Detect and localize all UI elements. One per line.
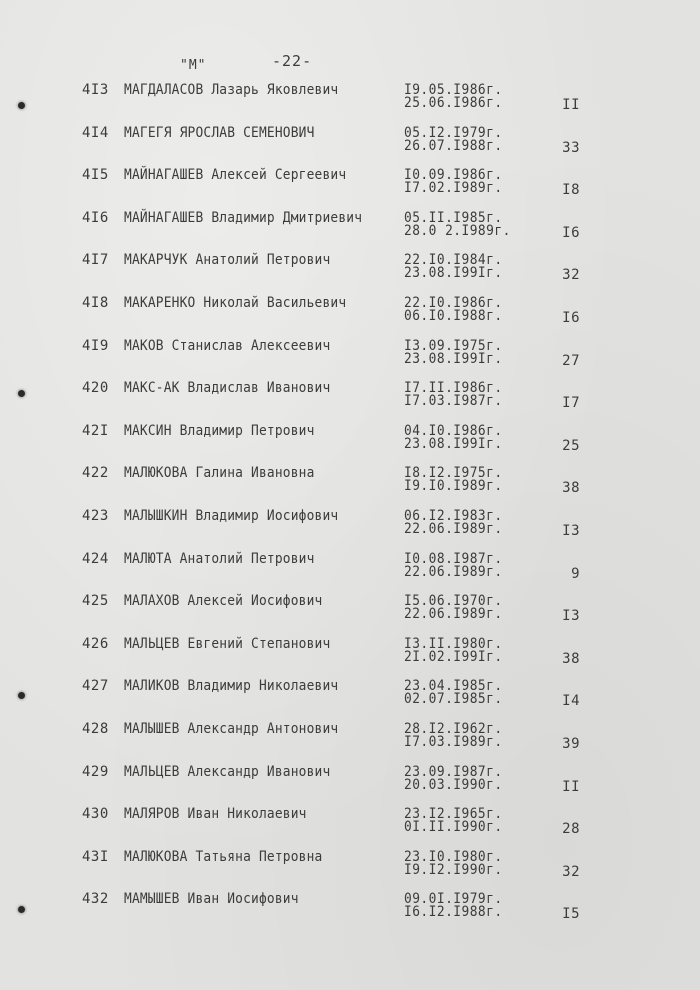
record-number: 427 bbox=[82, 678, 109, 695]
page-number: -22- bbox=[272, 52, 313, 70]
record-count: 32 bbox=[562, 267, 580, 284]
record-number: 4I7 bbox=[82, 252, 109, 269]
start-date: 22.I0.I986г. bbox=[404, 294, 503, 311]
record-row bbox=[0, 549, 700, 592]
record-number: 42I bbox=[82, 422, 109, 439]
record-row bbox=[0, 165, 700, 208]
record-number: 430 bbox=[82, 806, 109, 823]
person-name: МАЙНАГАШЕВ Алексей Сергеевич bbox=[124, 167, 347, 184]
record-row bbox=[0, 847, 700, 890]
record-number: 425 bbox=[82, 593, 109, 610]
start-date: I0.08.I987г. bbox=[404, 550, 503, 567]
record-count: 39 bbox=[562, 735, 580, 752]
record-count: 28 bbox=[562, 821, 580, 838]
record-number: 4I5 bbox=[82, 167, 109, 184]
end-date: 22.06.I989г. bbox=[404, 520, 503, 537]
start-date: 09.0I.I979г. bbox=[404, 891, 503, 908]
person-name: МАЛЬЦЕВ Александр Иванович bbox=[124, 763, 331, 780]
start-date: I3.09.I975г. bbox=[404, 337, 503, 354]
end-date: I9.I0.I989г. bbox=[404, 478, 503, 495]
record-row bbox=[0, 250, 700, 293]
person-name: МАКОВ Станислав Алексеевич bbox=[124, 337, 331, 354]
person-name: МАЛАХОВ Алексей Иосифович bbox=[124, 593, 323, 610]
person-name: МАЛЮКОВА Галина Ивановна bbox=[124, 465, 315, 482]
record-count: 9 bbox=[571, 565, 580, 582]
end-date: 02.07.I985г. bbox=[404, 691, 503, 708]
person-name: МАЛЫШКИН Владимир Иосифович bbox=[124, 507, 339, 524]
end-date: I6.I2.I988г. bbox=[404, 904, 503, 921]
start-date: 06.I2.I983г. bbox=[404, 507, 503, 524]
start-date: I7.II.I986г. bbox=[404, 380, 503, 397]
record-count: I5 bbox=[562, 906, 580, 923]
record-row bbox=[0, 804, 700, 847]
record-count: 25 bbox=[562, 437, 580, 454]
start-date: 28.I2.I962г. bbox=[404, 720, 503, 737]
section-letter: "М" bbox=[180, 58, 207, 73]
record-count: I8 bbox=[562, 182, 580, 199]
page-header bbox=[0, 52, 700, 76]
record-row bbox=[0, 378, 700, 421]
person-name: МАЛЫШЕВ Александр Антонович bbox=[124, 720, 339, 737]
start-date: 23.09.I987г. bbox=[404, 763, 503, 780]
record-count: 33 bbox=[562, 139, 580, 156]
record-row bbox=[0, 506, 700, 549]
record-number: 4I9 bbox=[82, 337, 109, 354]
record-number: 4I3 bbox=[82, 82, 109, 98]
start-date: 22.I0.I984г. bbox=[404, 252, 503, 269]
start-date: I0.09.I986г. bbox=[404, 167, 503, 184]
record-count: I4 bbox=[562, 693, 580, 710]
end-date: I7.03.I987г. bbox=[404, 393, 503, 410]
record-row bbox=[0, 676, 700, 719]
start-date: 05.I2.I979г. bbox=[404, 124, 503, 141]
start-date: 23.I0.I980г. bbox=[404, 848, 503, 865]
record-row bbox=[0, 293, 700, 336]
record-number: 420 bbox=[82, 380, 109, 397]
record-number: 43I bbox=[82, 848, 109, 865]
record-row bbox=[0, 634, 700, 677]
record-count: I3 bbox=[562, 522, 580, 539]
record-count: 27 bbox=[562, 352, 580, 369]
end-date: 20.03.I990г. bbox=[404, 776, 503, 793]
record-row bbox=[0, 591, 700, 634]
end-date: 26.07.I988г. bbox=[404, 137, 503, 154]
person-name: МАКСИН Владимир Петрович bbox=[124, 422, 315, 439]
person-name: МАМЫШЕВ Иван Иосифович bbox=[124, 891, 299, 908]
record-row bbox=[0, 80, 700, 123]
person-name: МАКАРЕНКО Николай Васильевич bbox=[124, 294, 347, 311]
start-date: I8.I2.I975г. bbox=[404, 465, 503, 482]
end-date: 06.I0.I988г. bbox=[404, 307, 503, 324]
start-date: I9.05.I986г. bbox=[404, 82, 503, 98]
record-count: I6 bbox=[562, 224, 580, 241]
record-row bbox=[0, 123, 700, 166]
end-date: 23.08.I99Iг. bbox=[404, 435, 503, 452]
record-number: 428 bbox=[82, 720, 109, 737]
record-count: I6 bbox=[562, 309, 580, 326]
record-number: 4I6 bbox=[82, 209, 109, 226]
record-number: 429 bbox=[82, 763, 109, 780]
person-name: МАЛЯРОВ Иван Николаевич bbox=[124, 806, 307, 823]
record-number: 424 bbox=[82, 550, 109, 567]
record-row bbox=[0, 336, 700, 379]
record-count: II bbox=[562, 778, 580, 795]
end-date: 28.0 2.I989г. bbox=[404, 222, 511, 239]
start-date: 23.I2.I965г. bbox=[404, 806, 503, 823]
person-name: МАЛИКОВ Владимир Николаевич bbox=[124, 678, 339, 695]
record-number: 432 bbox=[82, 891, 109, 908]
record-number: 426 bbox=[82, 635, 109, 652]
end-date: I9.I2.I990г. bbox=[404, 861, 503, 878]
start-date: I3.II.I980г. bbox=[404, 635, 503, 652]
record-row bbox=[0, 208, 700, 251]
record-number: 4I4 bbox=[82, 124, 109, 141]
end-date: I7.03.I989г. bbox=[404, 733, 503, 750]
record-number: 423 bbox=[82, 507, 109, 524]
person-name: МАГДАЛАСОВ Лазарь Яковлевич bbox=[124, 82, 339, 98]
person-name: МАКС-АК Владислав Иванович bbox=[124, 380, 331, 397]
record-count: I7 bbox=[562, 395, 580, 412]
end-date: 22.06.I989г. bbox=[404, 606, 503, 623]
record-number: 4I8 bbox=[82, 294, 109, 311]
record-count: 32 bbox=[562, 863, 580, 880]
person-name: МАЛЮТА Анатолий Петрович bbox=[124, 550, 315, 567]
end-date: 22.06.I989г. bbox=[404, 563, 503, 580]
person-name: МАЛЬЦЕВ Евгений Степанович bbox=[124, 635, 331, 652]
end-date: 2I.02.I99Iг. bbox=[404, 648, 503, 665]
record-count: I3 bbox=[562, 608, 580, 625]
person-name: МАЛЮКОВА Татьяна Петровна bbox=[124, 848, 323, 865]
records-list bbox=[0, 80, 700, 932]
record-row bbox=[0, 762, 700, 805]
start-date: 05.II.I985г. bbox=[404, 209, 503, 226]
record-count: 38 bbox=[562, 480, 580, 497]
person-name: МАГЕГЯ ЯРОСЛАВ СЕМЕНОВИЧ bbox=[124, 124, 315, 141]
start-date: 04.I0.I986г. bbox=[404, 422, 503, 439]
record-row bbox=[0, 421, 700, 464]
person-name: МАЙНАГАШЕВ Владимир Дмитриевич bbox=[124, 209, 363, 226]
person-name: МАКАРЧУК Анатолий Петрович bbox=[124, 252, 331, 269]
record-row bbox=[0, 719, 700, 762]
end-date: 0I.II.I990г. bbox=[404, 819, 503, 836]
end-date: 25.06.I986г. bbox=[404, 95, 503, 111]
end-date: 23.08.I99Iг. bbox=[404, 265, 503, 282]
record-row bbox=[0, 889, 700, 932]
end-date: 23.08.I99Iг. bbox=[404, 350, 503, 367]
start-date: I5.06.I970г. bbox=[404, 593, 503, 610]
record-row bbox=[0, 463, 700, 506]
record-count: 38 bbox=[562, 650, 580, 667]
record-count: II bbox=[562, 97, 580, 113]
record-number: 422 bbox=[82, 465, 109, 482]
start-date: 23.04.I985г. bbox=[404, 678, 503, 695]
end-date: I7.02.I989г. bbox=[404, 180, 503, 197]
